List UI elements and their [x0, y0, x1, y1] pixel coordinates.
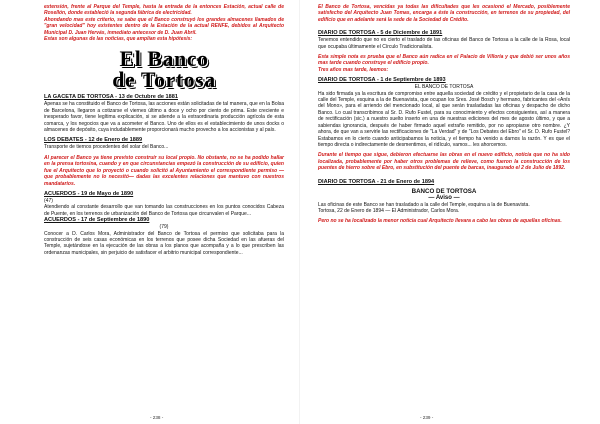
intro-paragraph-3: Estas son algunas de las noticias, que amplían esta hipótesis:	[44, 36, 193, 43]
chapter-title	[44, 46, 284, 93]
commentary-diario-1891-tail: Tres años mas tarde, leemos:	[318, 66, 389, 73]
section-body-diario-1893: Ha sido firmada ya la escritura de compromiso entre aquella sociedad de crédito y el propietario de la casa de la calle del Temple, esquina a la de Buenavista, que ocupan los Sres. José Bosch y hermano, fabricantes del «Anís del Mono», para el arriendo del mencionado local, al que serán trasladadas las oficinas y despacho de dicho Banco. Lo cual transcribimos al Sr. D. Rufo Fustel, para su conocimiento y efectos consiguientes, así a manera de rectificación (sic.) a nuestro suelto inserto en una de nuestras ediciones del mes de agosto último, y que a sabiendas ignorancia, después de haber firmado aquel extraño remitido, por no apropiarse otro nombre. ¿Y ahora, de que van a servirle las rectificaciones de "La Verdad" y de "Los Debates del Ebro" el Sr. D. Rufo Fustel? Estabamos en lo cierto cuando anticipabamos la noticia, y el tiempo ha venido a darnos la razón. Y es que el tiempo directa o indirectamente de desmentimos, el ridículo, vamos... les ahorcemos.	[318, 90, 570, 148]
commentary-diario-1893: Durante el tiempo que sigue, debieron efectuarse las obras en el nuevo edificio, noticia que no ha sido localizada, probablemente por haber otros problemas de relieve, como fueron la construcción de los puentes de hierro sobre el Ebro, en substitución del puente de barcas, inaugurado el 2 de Julio de 1892.	[318, 152, 570, 172]
section-heading-diario-1894: DIARIO DE TORTOSA - 21 de Enero de 1894	[318, 178, 435, 185]
section-heading-acuerdos-may-1890: ACUERDOS - 19 de Mayo de 1890	[44, 190, 134, 197]
section-heading-diario-1893: DIARIO DE TORTOSA - 1 de Septiembre de 1893	[318, 77, 446, 84]
chapter-title-line-1: El Banco	[119, 46, 209, 72]
section-heading-debates-1889: LOS DEBATES - 12 de Enero de 1889	[44, 137, 143, 144]
acuerdo-number-79: (79)	[159, 224, 169, 231]
page-number-right: - 239 -	[420, 415, 434, 420]
section-body-diario-1894: Las oficinas de este Banco se han trasladado a la calle del Temple, esquina a la de Buenavista.	[318, 201, 530, 208]
right-page	[300, 0, 600, 424]
section-heading-gaceta-1881: LA GACETA DE TORTOSA - 13 de Octubre de 1881	[44, 94, 178, 101]
acuerdo-number-47: (47)	[44, 197, 53, 204]
page-number-left: - 238 -	[150, 415, 164, 420]
section-signature-diario-1894: Tortosa, 22 de Enero de 1894 — El Administrador, Carlos Mora.	[318, 207, 460, 214]
section-subtitle-diario-1893: EL BANCO DE TORTOSA	[414, 84, 474, 91]
section-heading-diario-1891: DIARIO DE TORTOSA - 5 de Diciembre de 1891	[318, 30, 443, 37]
section-body-acuerdos-may-1890: Atendiendo al constante desarrollo que van tomando las construcciones en los puntos conocidos Cabeza de Puente, en los terrenos de urbanización del Banco de Tortosa que circunvalen el Parque...	[44, 204, 284, 217]
chapter-title-line-2: de Tortosa	[112, 67, 216, 93]
commentary-debates-1889: Al parecer el Banco ya tiene previsto construir su local propio. No obstante, no se ha podido hallar en la prensa tortosina, cuando y en que circunstancias empezó la construcción de su edificio, quien fue el Arquitecto que lo proyectó o cuando solicitó al Ayuntamiento el correspondiente permiso —que probablemente no lo necesitó— dadas las excelentes relaciones que mantuvo con nuestros mandatarios.	[44, 154, 284, 187]
commentary-diario-1891: Esta simple nota es prueba que el Banco aún radica en el Palacio de Villoria y que debió ser unos años mas tarde cuando construye el edificio propio.	[318, 54, 570, 67]
aviso-label: — Aviso —	[428, 194, 460, 201]
intro-paragraph-2: Ahondando mas este criterio, se sabe que el Banco construyó los grandes almacenes llamados de "gran velocidad" hoy existentes dentro de la Estación de la actual RENFE, debidos al Arquitecto Municipal D. Juan Hervás, inmediato antecesor de D. Juan Abril.	[44, 16, 284, 36]
section-subtitle-diario-1894: BANCO DE TORTOSA	[411, 187, 477, 195]
section-body-acuerdos-sep-1890: Conocer a D. Carlos Mora, Administrador del Banco de Tortosa el permiso que solicitaba para la construcción de seis casas económicas en los terrenos que posee dicha Sociedad en las afueras del Temple, sujetándose en la ejecución de las obras a los planos que acompaña y a lo que prescriben las ordenanzas municipales, sin perjuicio de satisfacer el arbitrio municipal correspondiente...	[44, 230, 284, 256]
intro-paragraph-right: El Banco de Tortosa, vencidas ya todas las dificultades que les ocasionó el Mercado, posiblemente satisfecho del Arquitecto Juan Tomas, encarga a éste la construcción, en terrenos de su propiedad, del edificio que en adelante será la sede de la Sociedad de Crédito.	[318, 4, 570, 23]
section-heading-acuerdos-sep-1890: ACUERDOS - 17 de Septiembre de 1890	[44, 217, 150, 224]
section-body-diario-1891: Tenemos entendido que no es cierto el traslado de las oficinas del Banco de Tortosa a la calle de la Rosa, local que ocupaba últimamente el Círculo Tradicionalista.	[318, 37, 570, 50]
section-body-gaceta-1881: Apenas se ha constituido el Banco de Tortosa, las acciones están solicitadas de tal manera, que en la Bolsa de Barcelona, llegaron a cotizarse el viernes último a doce y ocho por ciento de prima. Este creciente e inesperado favor, tiene legítima explicación, si se atiende a la extraordinaria producción agrícola de esta comarca, y los negocios que va a acometer el Banco. Uno de ellos es el establecimiento de unos docks o almacenes de depósito, cuya indudablemente proporcionará mucho provecho a los accionistas y al país.	[44, 101, 284, 134]
intro-paragraph-1: extensión, frente al Parque del Temple, hasta la entrada de la entonces Estación, actual calle de Rosellón, donde estableció la segunda fábrica de electricidad.	[44, 4, 284, 17]
commentary-diario-1894: Pero no se ha localizado la menor noticia cual Arquitecto llevara a cabo las obras de aquellas oficinas.	[318, 218, 562, 225]
section-body-debates-1889: Transporte de tiernos procedentes del solar del Banco...	[44, 144, 169, 151]
